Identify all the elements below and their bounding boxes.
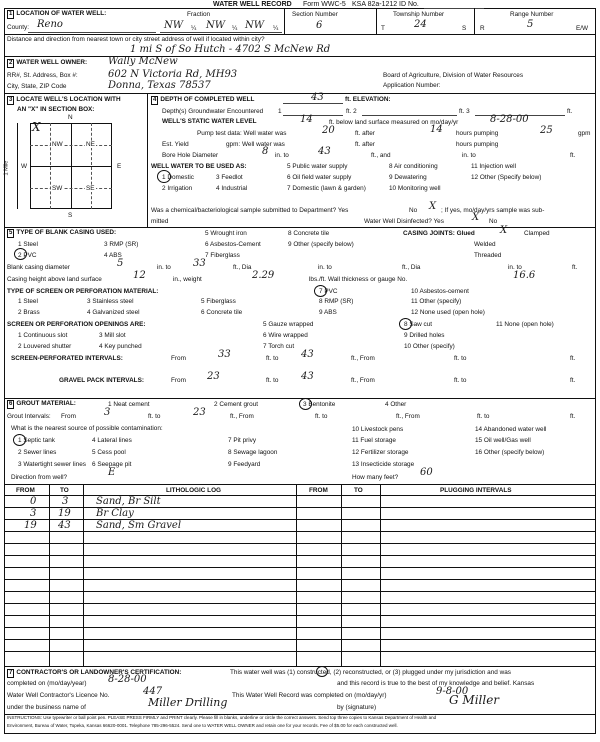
distance-label: Distance and direction from nearest town or city street address of well if located within city?	[7, 36, 265, 43]
form-number: Form WWC-5	[303, 1, 346, 8]
business-name: Miller Drilling	[148, 696, 228, 709]
casing-diameter: 5	[117, 258, 124, 269]
pvc-circle	[14, 248, 27, 260]
log-row-from: 19	[24, 520, 37, 531]
grout-from: 3	[104, 407, 111, 418]
log-row-desc: Br Clay	[96, 508, 134, 519]
address-label: RR#, St. Address, Box #:	[7, 72, 78, 79]
pump-test-gpm: 25	[540, 125, 553, 136]
log-row-desc: Sand, Sm Gravel	[96, 520, 182, 531]
static-level-date: 8-28-00	[490, 114, 529, 125]
grout-to: 23	[193, 407, 206, 418]
casing-height: 12	[133, 270, 146, 281]
section3-subtitle: AN "X" IN SECTION BOX:	[17, 106, 95, 113]
screen-pvc-circle	[314, 285, 327, 297]
fraction-label: Fraction	[187, 11, 211, 18]
well-depth: 43	[311, 92, 324, 103]
log-row-desc: Sand, Br Silt	[96, 496, 161, 507]
board-label: Board of Agriculture, Division of Water Resources	[383, 72, 524, 79]
pump-test-level: 20	[322, 125, 335, 136]
domestic-circle	[157, 170, 171, 183]
plug-from-header: FROM	[309, 487, 328, 494]
city-label: City, State, ZIP Code	[7, 83, 67, 90]
distance-value: 1 mi S of So Hutch - 4702 S McNew Rd	[130, 44, 331, 55]
owner-address: 602 N Victoria Rd, MH93	[108, 69, 238, 80]
township-number: 24	[414, 19, 427, 30]
section6-title: 6 GROUT MATERIAL:	[9, 400, 76, 407]
location-x-mark: X	[32, 120, 41, 134]
owner-city: Donna, Texas 78537	[108, 80, 211, 91]
screen-to: 43	[301, 349, 314, 360]
gauge-number: 16.6	[513, 270, 536, 281]
log-row-to: 19	[58, 508, 71, 519]
township-label: Township Number	[393, 11, 445, 18]
litho-header: LITHOLOGIC LOG	[166, 487, 222, 494]
section-number: 6	[316, 20, 323, 31]
instructions-line1: INSTRUCTIONS: Use typewriter or ball point pen. PLEASE PRESS FIRMLY and PRINT clearly. Please fill in blanks, underline or circle the correct answers. Send top three copies to Kansas Department of Health and	[7, 715, 437, 720]
constructed-circle	[316, 666, 328, 677]
log-row-from: 0	[30, 496, 37, 507]
form-title: WATER WELL RECORD	[213, 1, 292, 8]
chem-sample-no-x: X	[429, 201, 437, 212]
quarter-2: NW	[206, 20, 226, 31]
septic-tank-circle	[13, 434, 26, 446]
contamination-direction: E	[108, 467, 116, 478]
signature: G Miller	[449, 693, 500, 707]
range-number: 5	[527, 19, 534, 30]
gravel-from: 23	[207, 371, 220, 382]
quarter-1: NW	[164, 20, 184, 31]
bore-diameter: 8	[262, 146, 269, 157]
county-value: Reno	[37, 19, 63, 30]
log-from-header: FROM	[16, 487, 35, 494]
county-label: County:	[7, 24, 30, 31]
contamination-distance: 60	[420, 467, 433, 478]
id-label: ID No.	[399, 1, 419, 8]
disinfected-yes-x: X	[472, 212, 480, 223]
screen-from: 33	[218, 349, 231, 360]
owner-name: Wally McNew	[108, 56, 178, 67]
application-number-label: Application Number:	[383, 82, 441, 89]
section4-title: 4 DEPTH OF COMPLETED WELL	[153, 96, 255, 103]
log-row-from: 3	[30, 508, 37, 519]
casing-weight: 2.29	[252, 270, 275, 281]
log-row-to: 3	[62, 496, 69, 507]
section2-title: 2 WATER WELL OWNER:	[9, 59, 88, 66]
section3-title: 3 LOCATE WELL'S LOCATION WITH	[9, 96, 121, 103]
section7-title: 7 CONTRACTOR'S OR LANDOWNER'S CERTIFICATION:	[9, 669, 182, 676]
casing-depth: 33	[193, 258, 206, 269]
record-date: 9-8-00	[436, 686, 469, 697]
glued-x: X	[500, 225, 508, 236]
gravel-to: 43	[301, 371, 314, 382]
plugging-header: PLUGGING INTERVALS	[440, 487, 512, 494]
section1-title: 1 LOCATION OF WATER WELL:	[9, 10, 107, 17]
scale-1-mile: 1 Mile	[3, 160, 10, 176]
log-to-header: TO	[60, 487, 69, 494]
ksa-number: KSA 82a-1212	[352, 1, 398, 8]
completion-date: 8-28-00	[108, 674, 147, 685]
section-number-label: Section Number	[292, 11, 338, 18]
plug-to-header: TO	[354, 487, 363, 494]
bore-depth: 43	[318, 146, 331, 157]
instructions-line2: Environment, Bureau of Water, Topeka, Kansas 66620-0001. Telephone 785-296-5524. Send one to WATER WELL OWNER and retain one for your records. Fee of $5.00 for each constructed well.	[7, 723, 398, 728]
saw-cut-circle	[399, 318, 412, 330]
section5-title: 5 TYPE OF BLANK CASING USED:	[9, 229, 117, 236]
range-label: Range Number	[510, 11, 554, 18]
license-number: 447	[143, 686, 163, 697]
log-row-to: 43	[58, 520, 71, 531]
pump-test-hours: 14	[430, 124, 443, 135]
static-water-level: 14	[300, 114, 313, 125]
quarter-3: NW	[245, 20, 265, 31]
bentonite-circle	[299, 398, 312, 410]
